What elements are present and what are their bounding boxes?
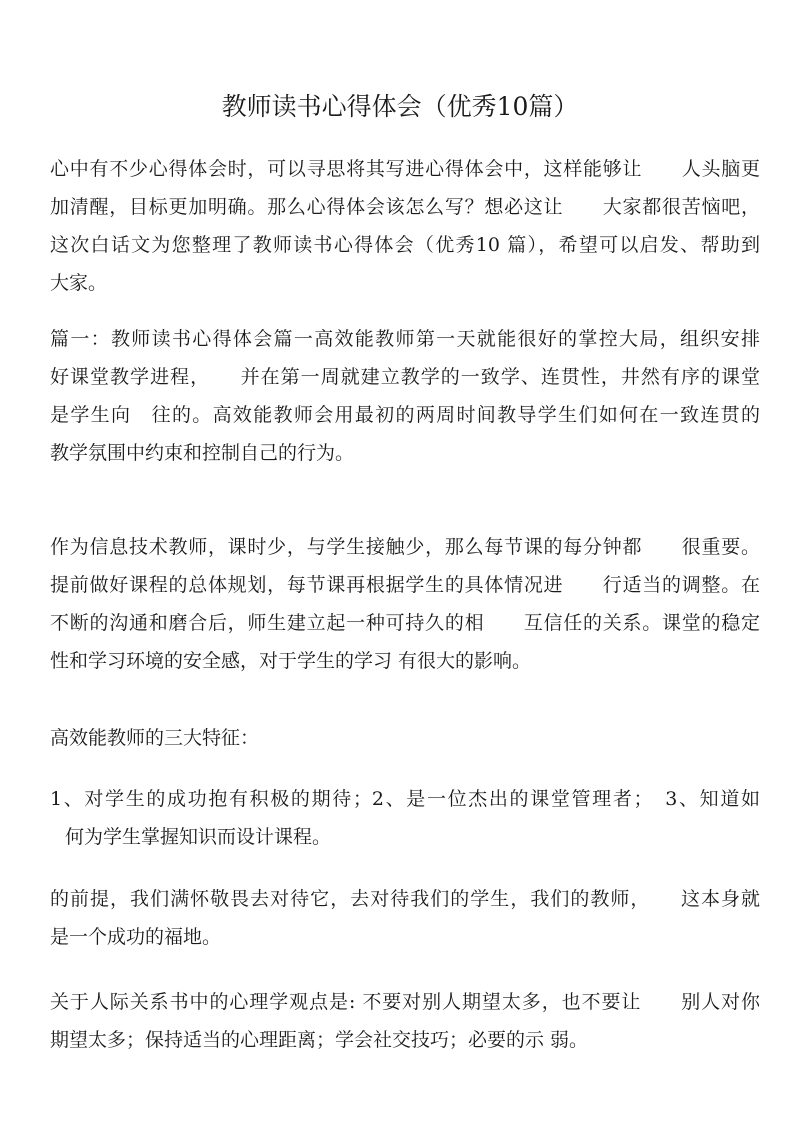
paragraph-line: 不断的沟通和磨合后，师生建立起一种可持久的相 互信任的关系。课堂的稳定 xyxy=(50,612,760,634)
paragraph-line: 高效能教师的三大特征： xyxy=(50,727,260,749)
essay-one-paragraph xyxy=(50,320,760,472)
paragraph-line: 篇一：教师读书心得体会篇一高效能教师第一天就能很好的掌控大局，组织安排 xyxy=(50,328,760,350)
paragraph-line: 加清醒，目标更加明确。那么心得体会该怎么写？想必这让 大家都很苦恼吧， xyxy=(50,196,760,218)
traits-heading-paragraph xyxy=(50,719,760,757)
it-teacher-paragraph xyxy=(50,528,760,680)
paragraph-line: 何为学生掌握知识而设计课程。 xyxy=(65,826,332,848)
paragraph-line: 期望太多；保持适当的心理距离；学会社交技巧；必要的示 弱。 xyxy=(50,1029,589,1051)
paragraph-line: 的前提，我们满怀敬畏去对待它，去对待我们的学生，我们的教师， 这本身就 xyxy=(50,888,760,910)
paragraph-line: 性和学习环境的安全感，对于学生的学习 有很大的影响。 xyxy=(50,650,532,672)
paragraph-line: 大家。 xyxy=(50,272,108,294)
document-title: 教师读书心得体会（优秀10篇） xyxy=(221,92,579,121)
paragraph-line: 心中有不少心得体会时，可以寻思将其写进心得体会中，这样能够让 人头脑更 xyxy=(50,158,760,180)
premise-paragraph xyxy=(50,880,760,956)
relationships-paragraph xyxy=(50,983,760,1059)
paragraph-line: 这次白话文为您整理了教师读书心得体会（优秀10 篇），希望可以启发、帮助到 xyxy=(50,234,760,256)
intro-paragraph xyxy=(50,150,760,302)
paragraph-line: 是学生向 往的。高效能教师会用最初的两周时间教导学生们如何在一致连贯的 xyxy=(50,404,760,426)
paragraph-line: 关于人际关系书中的心理学观点是: 不要对别人期望太多，也不要让 别人对你 xyxy=(50,991,760,1013)
paragraph-line: 是一个成功的福地。 xyxy=(50,926,222,948)
paragraph-line: 教学氛围中约束和控制自己的行为。 xyxy=(50,442,355,464)
paragraph-line: 提前做好课程的总体规划，每节课再根据学生的具体情况进 行适当的调整。在 xyxy=(50,574,760,596)
paragraph-line: 1、对学生的成功抱有积极的期待；2、是一位杰出的课堂管理者； 3、知道如 xyxy=(50,788,760,810)
paragraph-line: 作为信息技术教师，课时少，与学生接触少，那么每节课的每分钟都 很重要。 xyxy=(50,536,760,558)
paragraph-line: 好课堂教学进程， 并在第一周就建立教学的一致学、连贯性，井然有序的课堂 xyxy=(50,366,760,388)
traits-list-paragraph xyxy=(50,780,760,856)
